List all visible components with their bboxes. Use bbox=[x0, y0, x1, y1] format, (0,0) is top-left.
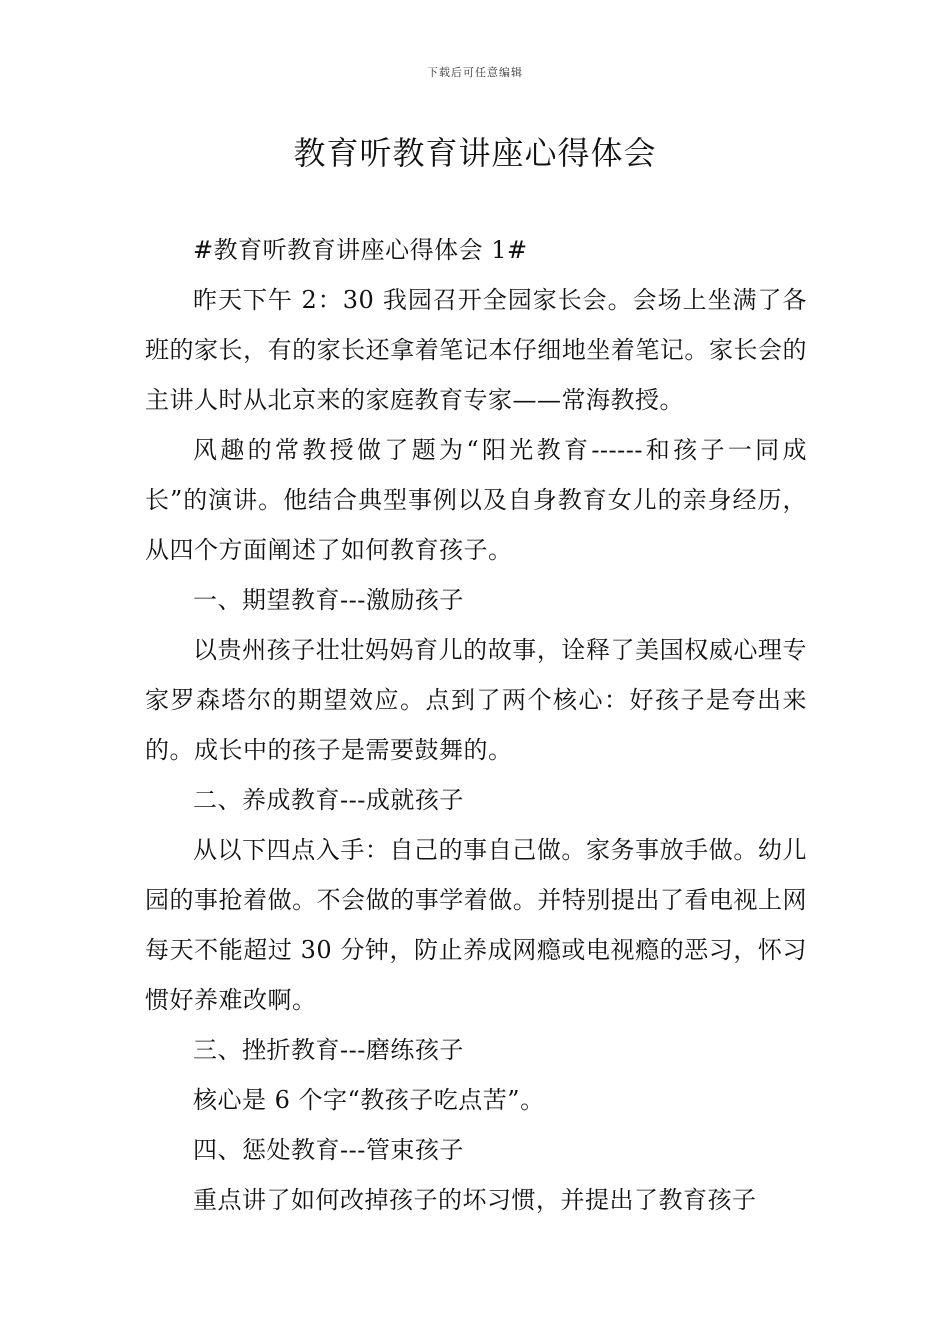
document-body bbox=[145, 225, 807, 1225]
page-header-note: 下载后可任意编辑 bbox=[427, 66, 523, 79]
paragraph: 从以下四点入手：自己的事自己做。家务事放手做。幼儿园的事抢着做。不会做的事学着做。并特别提出了看电视上网每天不能超过 30 分钟，防止养成网瘾或电视瘾的恶习，怀习惯好养难改啊。 bbox=[145, 836, 807, 1014]
subheading: 三、挫折教育---磨练孩子 bbox=[193, 1036, 464, 1064]
paragraph: 核心是 6 个字“教孩子吃点苦”。 bbox=[193, 1086, 545, 1114]
document-title: 教育听教育讲座心得体会 bbox=[293, 134, 657, 172]
section-heading: #教育听教育讲座心得体会 1# bbox=[193, 236, 528, 264]
paragraph: 风趣的常教授做了题为“阳光教育------和孩子一同成长”的演讲。他结合典型事例以及自身教育女儿的亲身经历，从四个方面阐述了如何教育孩子。 bbox=[145, 436, 807, 564]
subheading: 四、惩处教育---管束孩子 bbox=[193, 1136, 464, 1164]
subheading: 二、养成教育---成就孩子 bbox=[193, 786, 464, 814]
paragraph: 重点讲了如何改掉孩子的坏习惯，并提出了教育孩子 bbox=[193, 1186, 757, 1214]
paragraph: 昨天下午 2：30 我园召开全园家长会。会场上坐满了各班的家长，有的家长还拿着笔记本仔细地坐着笔记。家长会的主讲人时从北京来的家庭教育专家——常海教授。 bbox=[145, 286, 807, 414]
paragraph: 以贵州孩子壮壮妈妈育儿的故事，诠释了美国权威心理专家罗森塔尔的期望效应。点到了两个核心：好孩子是夸出来的。成长中的孩子是需要鼓舞的。 bbox=[145, 636, 807, 764]
subheading: 一、期望教育---激励孩子 bbox=[193, 586, 464, 614]
